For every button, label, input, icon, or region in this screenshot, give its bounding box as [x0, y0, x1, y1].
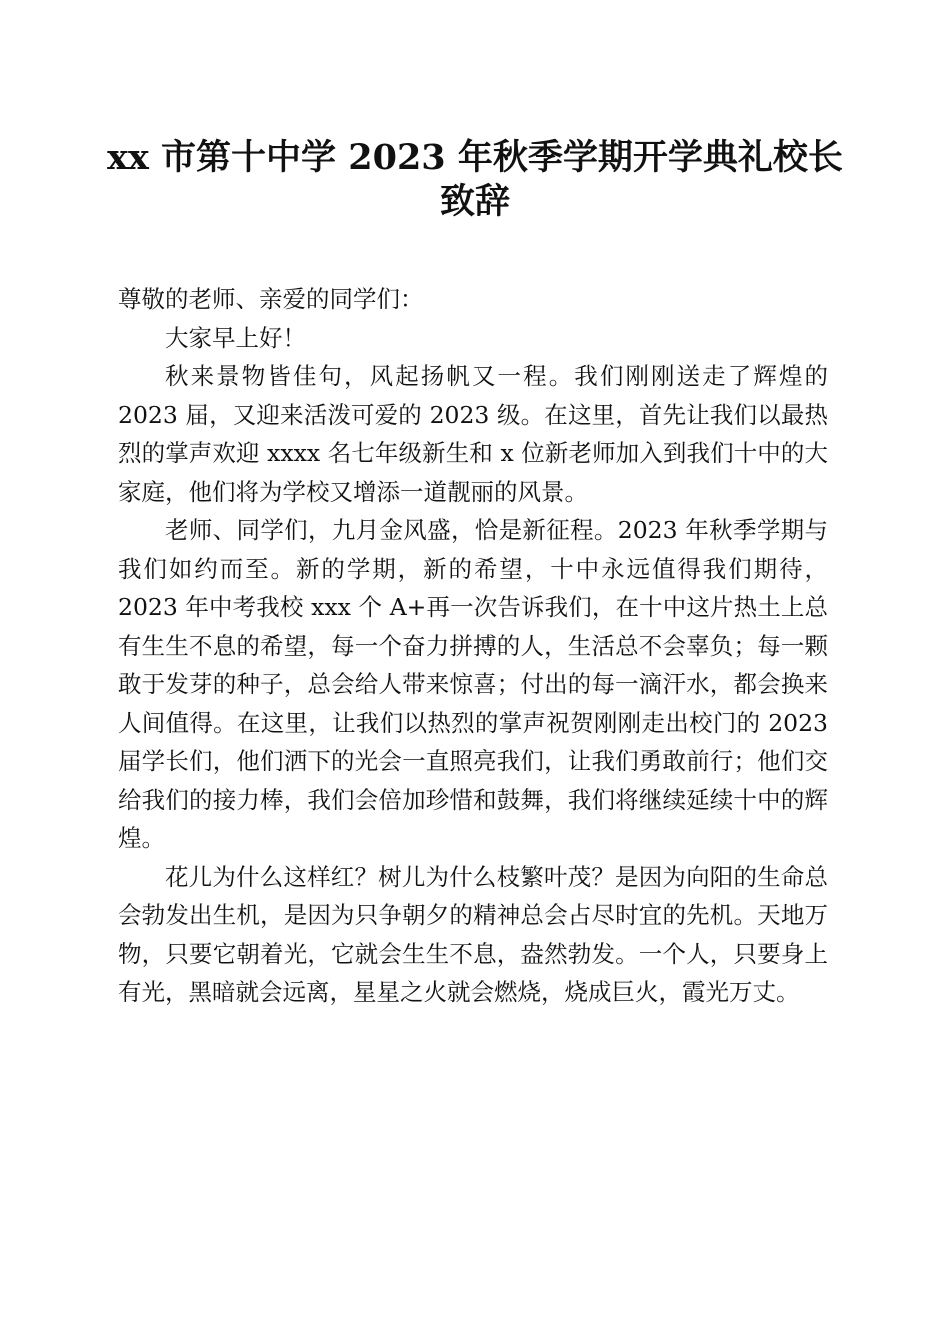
salutation: 尊敬的老师、亲爱的同学们： — [118, 285, 424, 313]
document-body — [118, 280, 828, 1012]
paragraph-flowers: 花儿为什么这样红？树儿为什么枝繁叶茂？是因为向阳的生命总会勃发出生机，是因为只争朝夕的精神总会占尽时宜的先机。天地万物，只要它朝着光，它就会生生不息，盎然勃发。一个人，只要身上有光，黑暗就会远离，星星之火就会燃烧，烧成巨火，霞光万丈。 — [118, 862, 828, 1006]
paragraph-welcome: 秋来景物皆佳句，风起扬帆又一程。我们刚刚送走了辉煌的 2023 届，又迎来活泼可爱的 2023 级。在这里，首先让我们以最热烈的掌声欢迎 xxxx 名七年级新生和 x 位新老师加入到我们十中的大家庭，他们将为学校又增添一道靓丽的风景。 — [118, 362, 828, 506]
paragraph-new-semester: 老师、同学们，九月金风盛，恰是新征程。2023 年秋季学期与我们如约而至。新的学期，新的希望，十中永远值得我们期待，2023 年中考我校 xxx 个 A+再一次告诉我们，在十中这片热土上总有生生不息的希望，每一个奋力拼搏的人，生活总不会辜负；每一颗敢于发芽的种子，总会给人带来惊喜；付出的每一滴汗水，都会换来人间值得。在这里，让我们以热烈的掌声祝贺刚刚走出校门的 2023 届学长们，他们洒下的光会一直照亮我们，让我们勇敢前行；他们交给我们的接力棒，我们会倍加珍惜和鼓舞，我们将继续延续十中的辉煌。 — [118, 516, 828, 852]
paragraph-greeting: 大家早上好！ — [165, 323, 306, 352]
document-title: xx 市第十中学 2023 年秋季学期开学典礼校长致辞 — [107, 137, 843, 222]
